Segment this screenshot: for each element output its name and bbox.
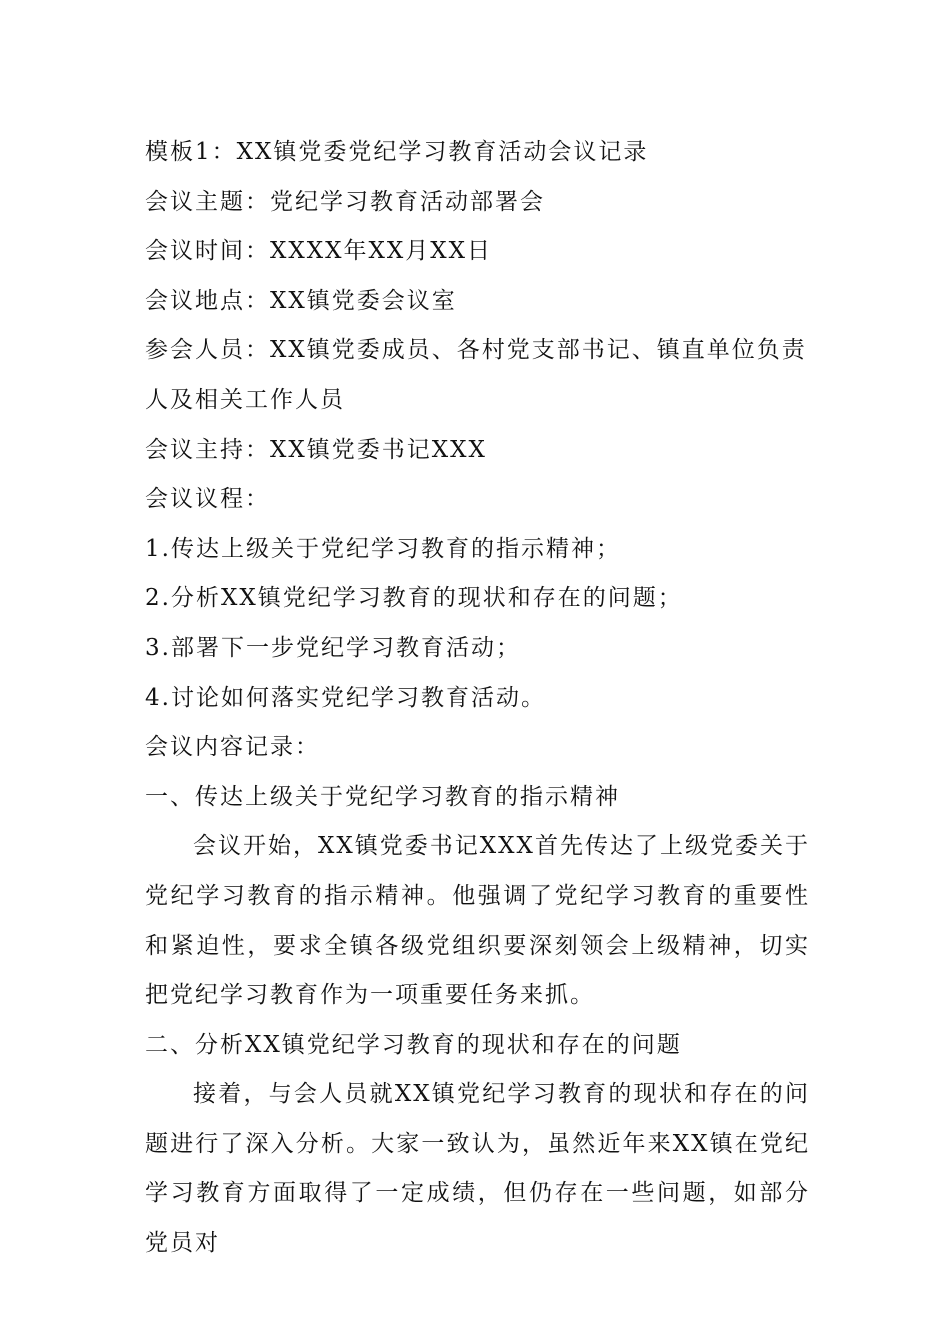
agenda-item: 3.部署下一步党纪学习教育活动； (145, 634, 521, 661)
section-body: 接着，与会人员就XX镇党纪学习教育的现状和存在的问题进行了深入分析。大家一致认为，虽然近年来XX镇在党纪学习教育方面取得了一定成绩，但仍存在一些问题，如部分党员对 (145, 1081, 810, 1257)
section-body: 会议开始，XX镇党委书记XXX首先传达了上级党委关于党纪学习教育的指示精神。他强调了党纪学习教育的重要性和紧迫性，要求全镇各级党组织要深刻领会上级精神，切实把党纪学习教育作为一项重要任务来抓。 (145, 833, 810, 1009)
section-heading: 二、分析XX镇党纪学习教育的现状和存在的问题 (145, 1031, 682, 1058)
section-heading: 一、传达上级关于党纪学习教育的指示精神 (145, 783, 620, 810)
agenda-item: 1.传达上级关于党纪学习教育的指示精神； (145, 535, 621, 562)
meeting-time: 会议时间：XXXX年XX月XX日 (145, 238, 492, 265)
meeting-attendees: 参会人员：XX镇党委成员、各村党支部书记、镇直单位负责人及相关工作人员 (145, 337, 807, 413)
meeting-topic: 会议主题：党纪学习教育活动部署会 (145, 188, 545, 215)
meeting-host: 会议主持：XX镇党委书记XXX (145, 436, 487, 463)
agenda-item: 2.分析XX镇党纪学习教育的现状和存在的问题； (145, 585, 683, 612)
agenda-item: 4.讨论如何落实党纪学习教育活动。 (145, 684, 546, 711)
document-body (145, 128, 810, 1269)
document-title: 模板1：XX镇党委党纪学习教育活动会议记录 (145, 139, 649, 165)
agenda-label: 会议议程： (145, 486, 270, 513)
record-label: 会议内容记录： (145, 734, 320, 761)
meeting-place: 会议地点：XX镇党委会议室 (145, 287, 457, 314)
